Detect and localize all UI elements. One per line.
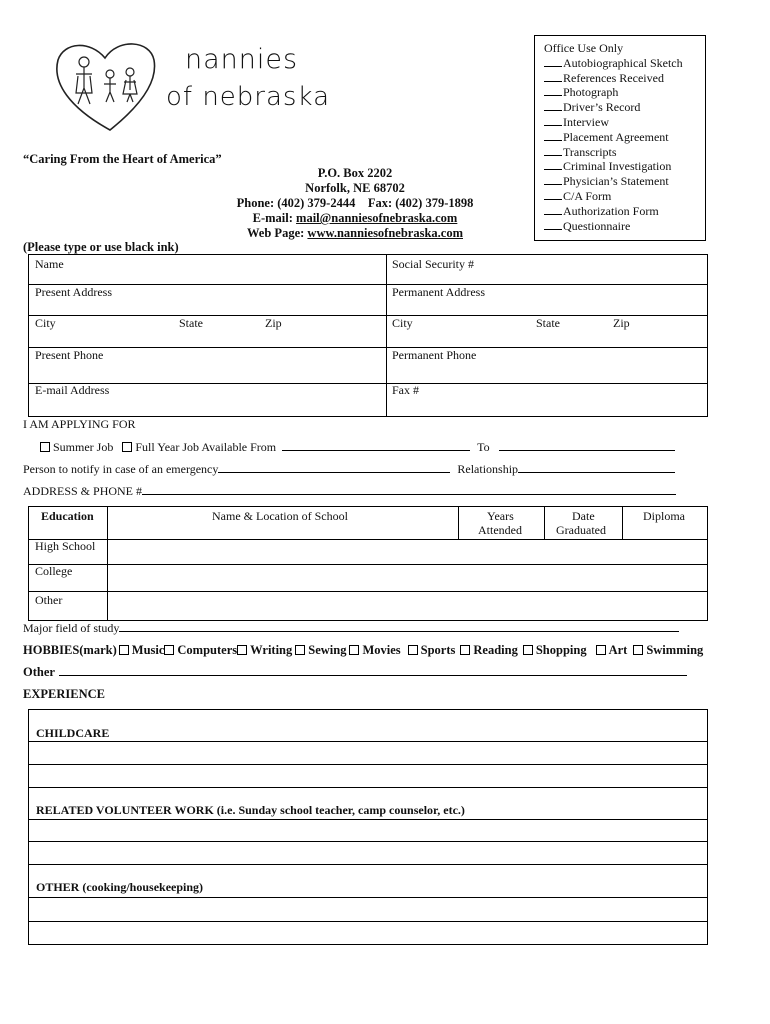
fax-field[interactable]: Fax # [392,383,419,397]
other-school-row[interactable]: Other [35,593,63,607]
office-item[interactable]: Authorization Form [544,204,705,219]
major-row: Major field of study [23,621,679,636]
other-experience-label: OTHER (cooking/housekeeping) [36,880,204,894]
childcare-label: CHILDCARE [36,726,110,740]
email-line: E-mail: mail@nanniesofnebraska.com [252,211,458,225]
present-phone-field[interactable]: Present Phone [35,348,104,362]
personal-info-table [28,254,708,417]
permanent-zip-field[interactable]: Zip [613,316,630,330]
hobby-writing-checkbox[interactable] [237,645,247,655]
hobby-sports-checkbox[interactable] [408,645,418,655]
major-field[interactable] [119,621,679,632]
po-box: P.O. Box 2202 [317,166,393,180]
office-item[interactable]: Placement Agreement [544,130,705,145]
volunteer-label: RELATED VOLUNTEER WORK (i.e. Sunday school teacher, camp counselor, etc.) [36,803,465,817]
office-use-box [534,35,706,241]
full-year-checkbox[interactable] [122,442,132,452]
experience-title: EXPERIENCE [23,687,105,701]
web-line: Web Page: www.nanniesofnebraska.com [247,226,463,240]
contact-block [200,166,510,241]
relationship-field[interactable] [518,462,675,473]
email-link[interactable]: mail@nanniesofnebraska.com [296,211,458,225]
emergency-address-field[interactable] [142,484,676,495]
permanent-state-field[interactable]: State [536,316,560,330]
education-table [28,506,708,621]
office-item[interactable]: Driver’s Record [544,100,705,115]
job-type-row: Summer Job Full Year Job Available From To [40,440,675,455]
attended-header: Attended [478,523,522,537]
hobby-swimming-checkbox[interactable] [633,645,643,655]
experience-table [28,709,708,945]
office-item[interactable]: Transcripts [544,145,705,160]
diploma-header: Diploma [643,509,685,523]
permanent-phone-field[interactable]: Permanent Phone [392,348,477,362]
office-item[interactable]: Criminal Investigation [544,159,705,174]
tagline: “Caring From the Heart of America” [23,152,222,166]
other-hobby-row: Other [23,665,687,680]
present-zip-field[interactable]: Zip [265,316,282,330]
school-header: Name & Location of School [212,509,348,523]
hobby-computers-checkbox[interactable] [164,645,174,655]
hobby-sewing-checkbox[interactable] [295,645,305,655]
office-item[interactable]: Interview [544,115,705,130]
college-row[interactable]: College [35,564,73,578]
name-field[interactable]: Name [35,257,64,271]
graduated-header: Graduated [556,523,606,537]
office-item[interactable]: References Received [544,71,705,86]
ssn-field[interactable]: Social Security # [392,257,474,271]
other-hobby-field[interactable] [59,665,687,676]
hobby-music-checkbox[interactable] [119,645,129,655]
present-city-field[interactable]: City [35,316,56,330]
to-date-field[interactable] [499,440,675,451]
office-item[interactable]: C/A Form [544,189,705,204]
city-line: Norfolk, NE 68702 [305,181,405,195]
hobby-art-checkbox[interactable] [596,645,606,655]
logo-text-top: nannies [185,44,299,75]
high-school-row[interactable]: High School [35,539,96,553]
office-item[interactable]: Photograph [544,85,705,100]
present-state-field[interactable]: State [179,316,203,330]
logo [50,38,350,138]
hobbies-row: HOBBIES(mark) Music Computers Writing Sewing Movies Sports Reading Shopping Art Swimming [23,643,704,657]
address-phone-row: ADDRESS & PHONE # [23,484,676,499]
web-link[interactable]: www.nanniesofnebraska.com [307,226,463,240]
permanent-address-field[interactable]: Permanent Address [392,285,485,299]
email-field[interactable]: E-mail Address [35,383,110,397]
office-item[interactable]: Physician’s Statement [544,174,705,189]
years-header: Years [487,509,514,523]
office-use-title: Office Use Only [544,41,624,55]
hobby-reading-checkbox[interactable] [460,645,470,655]
phone-fax: Phone: (402) 379-2444 Fax: (402) 379-1898 [236,196,474,210]
ink-note: (Please type or use black ink) [23,240,179,254]
applying-title: I AM APPLYING FOR [23,417,136,431]
education-header: Education [41,509,94,523]
summer-job-checkbox[interactable] [40,442,50,452]
emergency-row: Person to notify in case of an emergency Relationship [23,462,675,477]
office-item[interactable]: Autobiographical Sketch [544,56,705,71]
date-header: Date [572,509,595,523]
office-item[interactable]: Questionnaire [544,219,705,234]
logo-text-bottom: of nebraska [166,82,331,112]
present-address-field[interactable]: Present Address [35,285,112,299]
from-date-field[interactable] [282,440,470,451]
emergency-contact-field[interactable] [218,462,450,473]
permanent-city-field[interactable]: City [392,316,413,330]
hobby-movies-checkbox[interactable] [349,645,359,655]
hobby-shopping-checkbox[interactable] [523,645,533,655]
